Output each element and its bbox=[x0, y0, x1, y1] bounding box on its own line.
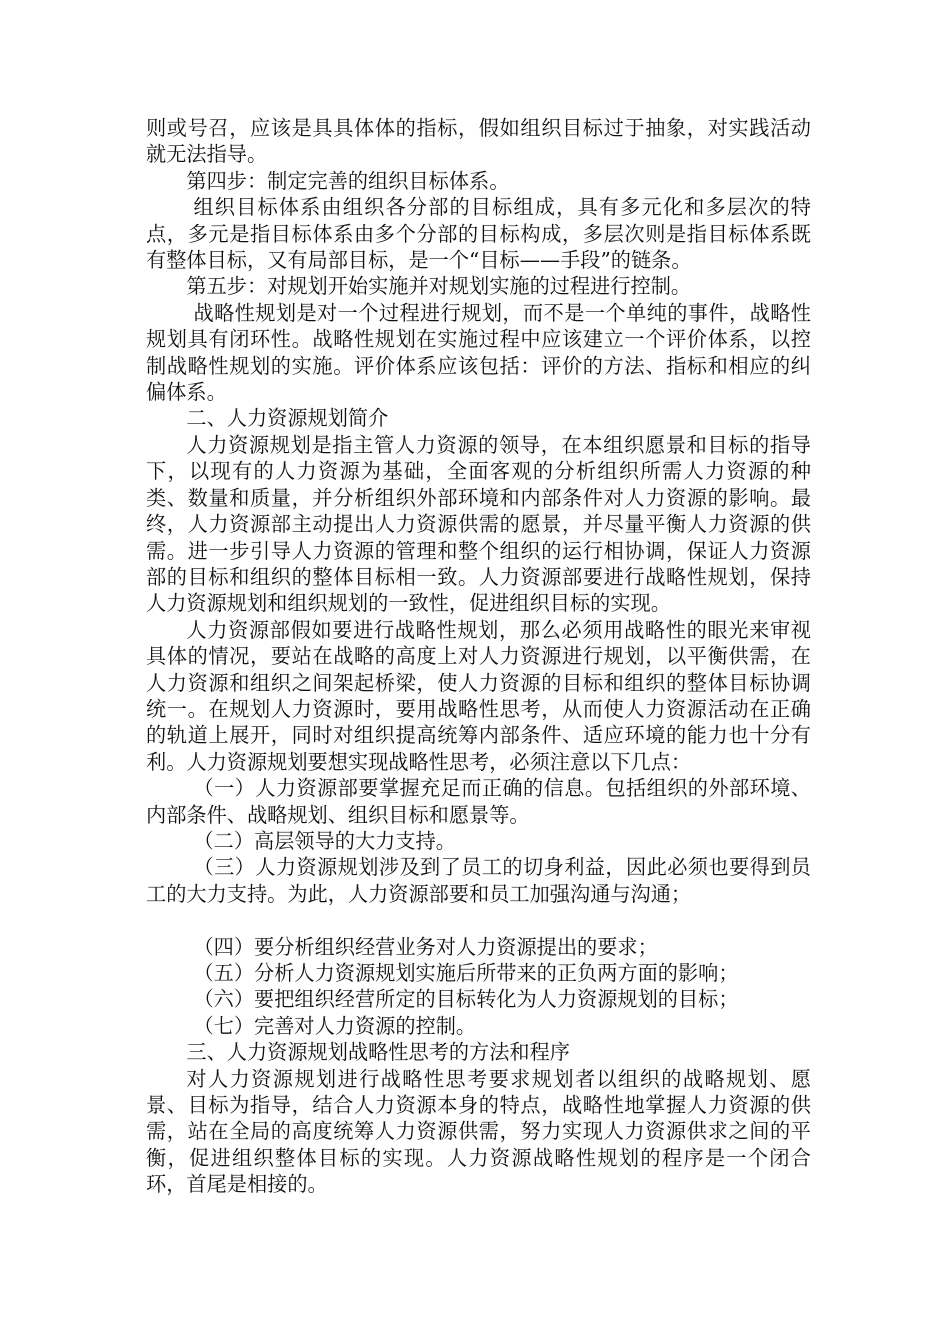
paragraph-target-system: 组织目标体系由组织各分部的目标组成，具有多元化和多层次的特点，多元是指目标体系由多个分部的目标构成，多层次则是指目标体系既有整体目标，又有局部目标，是一个“目标——手段”的链条。 bbox=[146, 195, 811, 273]
list-item-5: （五）分析人力资源规划实施后所带来的正负两方面的影响； bbox=[193, 960, 739, 985]
list-item-6: （六）要把组织经营所定的目标转化为人力资源规划的目标； bbox=[193, 987, 739, 1012]
paragraph-hr-planning-definition: 人力资源规划是指主管人力资源的领导，在本组织愿景和目标的指导下，以现有的人力资源为基础，全面客观的分析组织所需人力资源的种类、数量和质量，并分析组织外部环境和内部条件对人力资源的影响。最终，人力资源部主动提出人力资源供需的愿景，并尽量平衡人力资源的供需。进一步引导人力资源的管理和整个组织的运行相协调，保证人力资源部的目标和组织的整体目标相一致。人力资源部要进行战略性规划，保持人力资源规划和组织规划的一致性，促进组织目标的实现。 bbox=[146, 432, 811, 616]
step-four-heading: 第四步：制定完善的组织目标体系。 bbox=[186, 168, 510, 193]
paragraph-continuation: 则或号召，应该是具具体体的指标，假如组织目标过于抽象，对实践活动就无法指导。 bbox=[146, 116, 811, 167]
list-item-4: （四）要分析组织经营业务对人力资源提出的要求； bbox=[193, 934, 658, 959]
blank-line bbox=[146, 907, 811, 933]
list-item-1: （一）人力资源部要掌握充足而正确的信息。包括组织的外部环境、内部条件、战略规划、组织目标和愿景等。 bbox=[146, 776, 811, 827]
step-five-heading: 第五步：对规划开始实施并对规划实施的过程进行控制。 bbox=[186, 274, 692, 299]
paragraph-methods: 对人力资源规划进行战略性思考要求规划者以组织的战略规划、愿景、目标为指导，结合人力资源本身的特点，战略性地掌握人力资源的供需，站在全局的高度统筹人力资源供需，努力实现人力资源供求之间的平衡，促进组织整体目标的实现。人力资源战略性规划的程序是一个闭合环，首尾是相接的。 bbox=[146, 1066, 811, 1197]
list-item-7: （七）完善对人力资源的控制。 bbox=[193, 1013, 477, 1038]
section-heading-hr-planning-intro: 二、人力资源规划简介 bbox=[186, 406, 389, 431]
paragraph-strategic-planning: 战略性规划是对一个过程进行规划，而不是一个单纯的事件，战略性规划具有闭环性。战略性规划在实施过程中应该建立一个评价体系，以控制战略性规划的实施。评价体系应该包括：评价的方法、指标和相应的纠偏体系。 bbox=[146, 300, 811, 405]
section-heading-methods: 三、人力资源规划战略性思考的方法和程序 bbox=[186, 1040, 570, 1065]
document-body bbox=[146, 115, 811, 1198]
list-item-3: （三）人力资源规划涉及到了员工的切身利益，因此必须也要得到员工的大力支持。为此，人力资源部要和员工加强沟通与沟通； bbox=[146, 855, 811, 906]
paragraph-hr-strategic-thinking: 人力资源部假如要进行战略性规划，那么必须用战略性的眼光来审视具体的情况，要站在战略的高度上对人力资源进行规划，以平衡供需，在人力资源和组织之间架起桥梁，使人力资源的目标和组织的整体目标协调统一。在规划人力资源时，要用战略性思考，从而使人力资源活动在正确的轨道上展开，同时对组织提高统筹内部条件、适应环境的能力也十分有利。人力资源规划要想实现战略性思考，必须注意以下几点： bbox=[146, 617, 811, 774]
list-item-2: （二）高层领导的大力支持。 bbox=[193, 828, 456, 853]
